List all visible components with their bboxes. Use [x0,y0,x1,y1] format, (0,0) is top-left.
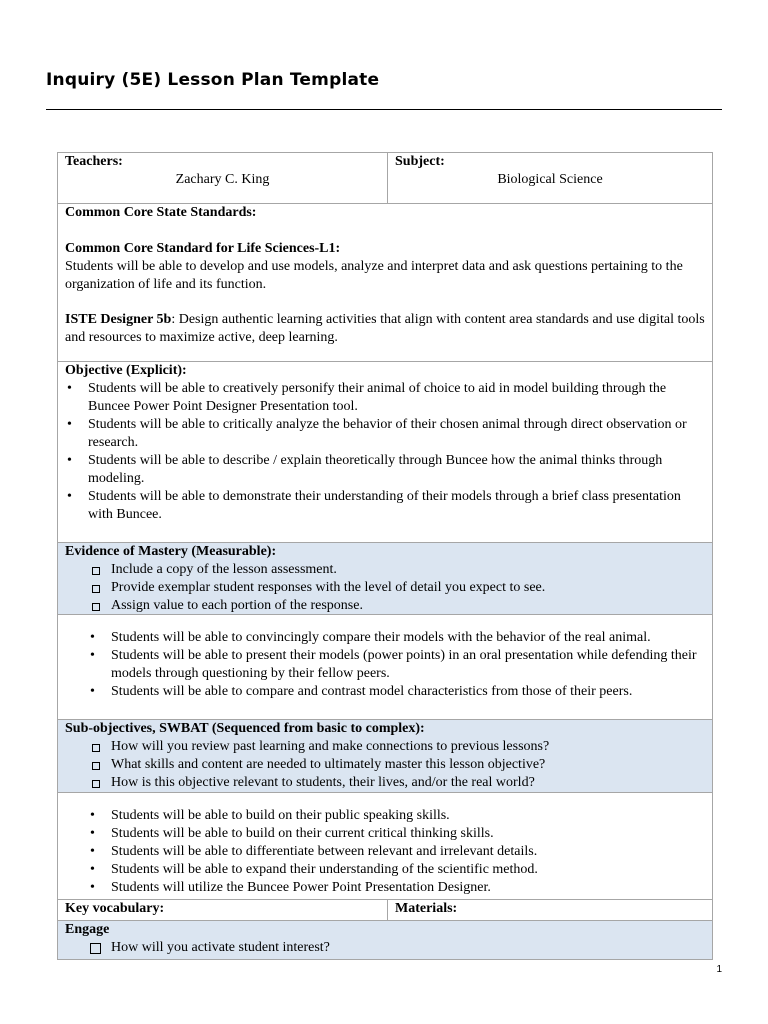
key-vocabulary-label: Key vocabulary: [65,901,165,916]
cc-standard-label: Common Core Standard for Life Sciences-L1: [65,241,341,256]
list-item: • Students will be able to convincingly compare their models with the behavior of the real animal. [65,629,705,647]
evidence-list [65,629,705,701]
evidence-heading: Evidence of Mastery (Measurable): [65,544,277,559]
materials-label: Materials: [395,901,458,916]
engage-prompt-list [65,939,705,957]
list-item: How will you review past learning and make connections to previous lessons? [65,738,705,756]
list-item: How will you activate student interest? [65,939,705,957]
list-item: • Students will utilize the Buncee Power Point Presentation Designer. [65,879,705,897]
subobjectives-row [58,792,712,899]
objective-heading: Objective (Explicit): [65,363,187,378]
subobjectives-prompt-list [65,738,705,792]
list-item: • Students will be able to creatively personify their animal of choice to aid in model building through the Buncee Power Point Designer Presentation tool. [65,380,705,416]
list-item: Include a copy of the lesson assessment. [65,561,705,579]
list-item: • Students will be able to differentiate between relevant and irrelevant details. [65,843,705,861]
list-item: • Students will be able to compare and contrast model characteristics from those of their peers. [65,683,705,701]
vocab-materials-row [58,899,712,920]
subobjectives-heading: Sub-objectives, SWBAT (Sequenced from basic to complex): [65,721,425,736]
subobjectives-prompt-row [58,719,712,792]
cc-standard-text: Students will be able to develop and use models, analyze and interpret data and ask questions pertaining to the organization of life and its function. [65,259,683,292]
list-item: • Students will be able to demonstrate their understanding of their models through a brief class presentation with Buncee. [65,488,705,524]
evidence-prompt-list [65,561,705,615]
iste-text: : Design authentic learning activities that align with content area standards and use digital tools and resources to maximize active, deep learning. [65,312,705,345]
teachers-value: Zachary C. King [175,172,270,187]
list-item: • Students will be able to build on their current critical thinking skills. [65,825,705,843]
list-item: • Students will be able to describe / explain theoretically through Buncee how the animal thinks through modeling. [65,452,705,488]
evidence-prompt-row [58,542,712,614]
list-item: What skills and content are needed to ultimately master this lesson objective? [65,756,705,774]
engage-heading: Engage [65,922,110,937]
subject-cell [388,153,712,203]
list-item: • Students will be able to critically analyze the behavior of their chosen animal through direct observation or research. [65,416,705,452]
list-item: • Students will be able to expand their understanding of the scientific method. [65,861,705,879]
objective-list [65,380,705,524]
subject-value: Biological Science [497,172,603,187]
list-item: How is this objective relevant to students, their lives, and/or the real world? [65,774,705,792]
list-item: • Students will be able to present their models (power points) in an oral presentation while defending their models through questioning by their fellow peers. [65,647,705,683]
list-item: • Students will be able to build on their public speaking skills. [65,807,705,825]
teachers-label: Teachers: [65,154,123,169]
iste-label: ISTE Designer 5b [65,312,172,327]
standards-row [58,203,712,361]
iste-standard [65,311,705,347]
vocab-cell [58,900,388,920]
lesson-plan-table [57,152,713,960]
engage-row [58,920,712,959]
list-item: Provide exemplar student responses with the level of detail you expect to see. [65,579,705,597]
page-title: Inquiry (5E) Lesson Plan Template [46,70,380,90]
header-row [58,153,712,203]
list-item: Assign value to each portion of the response. [65,597,705,615]
materials-cell [388,900,712,920]
title-divider [46,109,722,110]
page-number: 1 [716,964,722,975]
subject-label: Subject: [395,154,445,169]
teachers-cell [58,153,388,203]
evidence-row [58,614,712,719]
objective-row [58,361,712,542]
subobjectives-list [65,807,705,897]
standards-heading: Common Core State Standards: [65,205,257,220]
